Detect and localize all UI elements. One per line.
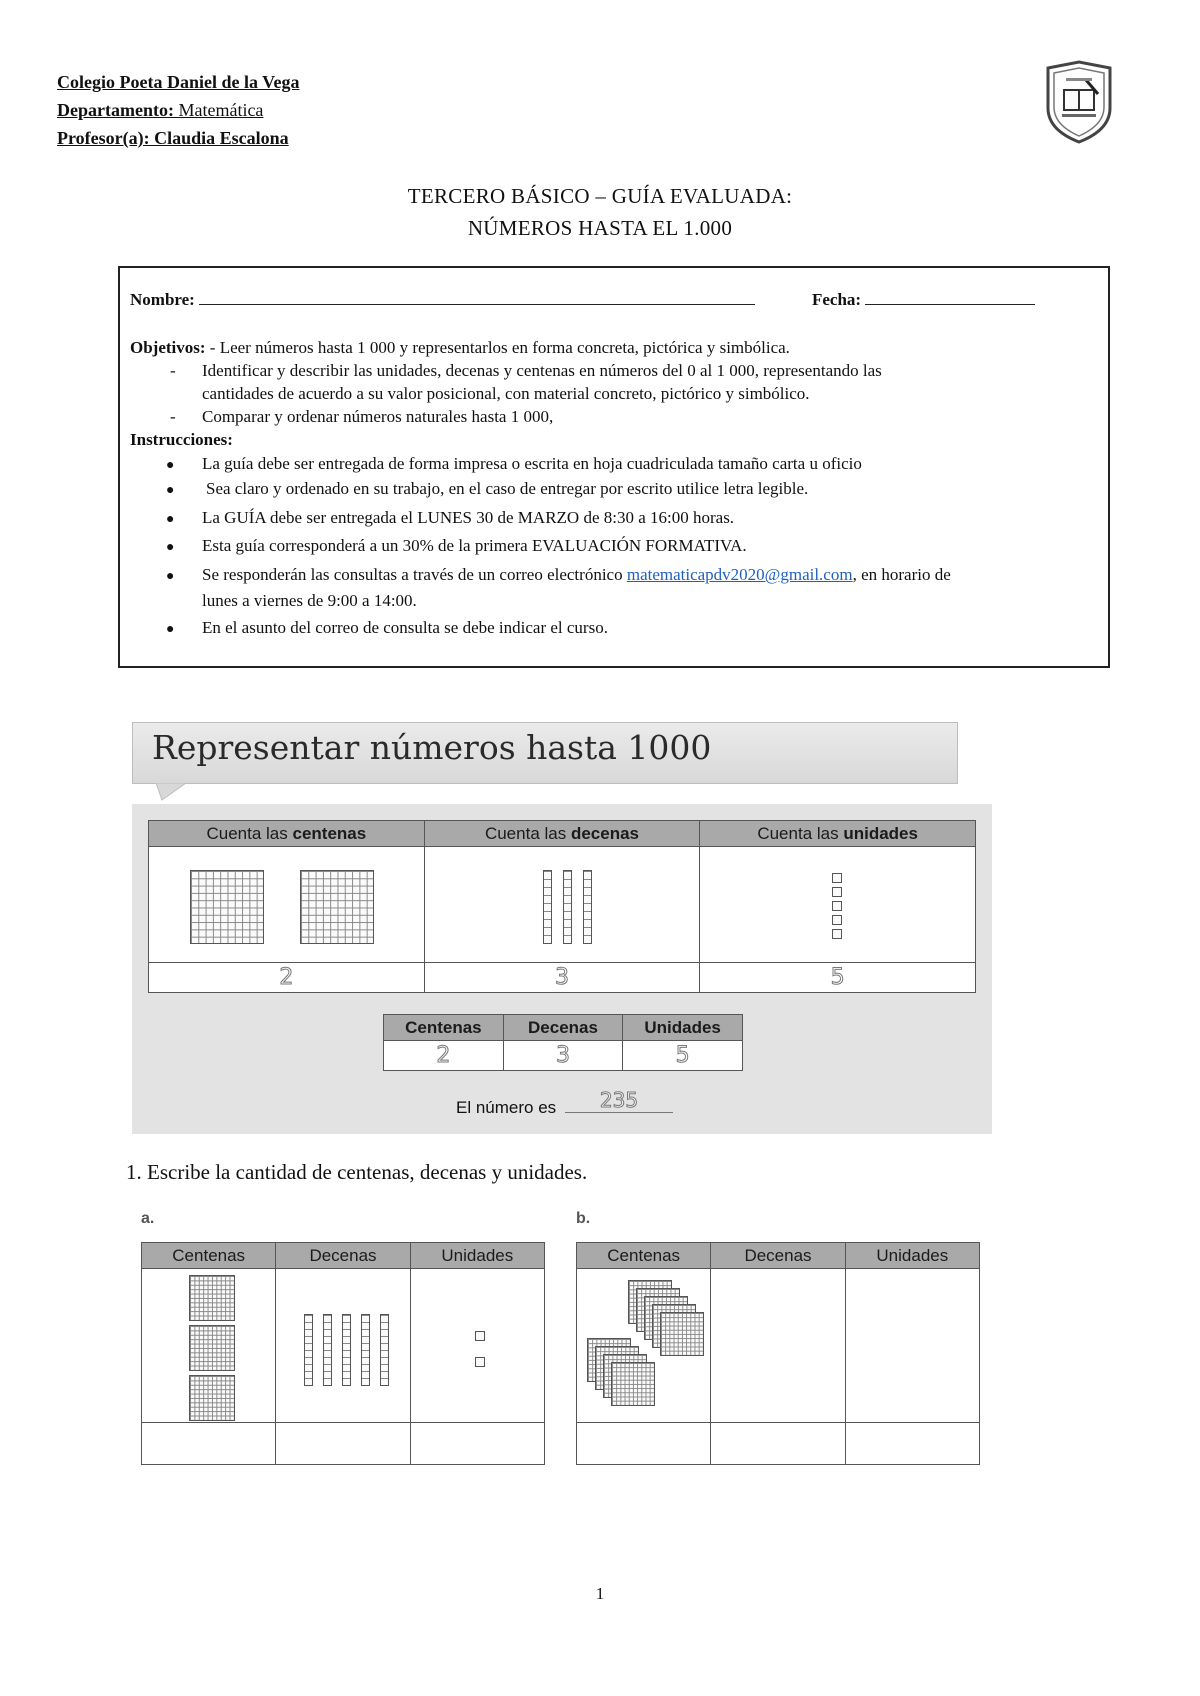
bullet-icon: ● xyxy=(166,483,175,498)
number-label: El número es xyxy=(456,1098,557,1117)
hundred-block-icon xyxy=(300,870,374,944)
ten-rod-icon xyxy=(380,1314,389,1386)
hundred-block-icon xyxy=(189,1275,235,1321)
objective-2a: Identificar y describir las unidades, decenas y centenas en números del 0 al 1 000, representando las xyxy=(202,361,882,380)
unit-cube-icon xyxy=(475,1331,485,1341)
instruction-5-tail: , en horario de xyxy=(852,565,951,584)
b-unidades-answer[interactable] xyxy=(845,1423,979,1465)
place-unidades-value: 5 xyxy=(623,1041,743,1071)
a-header-decenas: Decenas xyxy=(276,1243,410,1269)
section-banner-title: Representar números hasta 1000 xyxy=(152,728,712,767)
instruction-6: En el asunto del correo de consulta se debe indicar el curso. xyxy=(202,618,608,637)
ten-rod-icon xyxy=(304,1314,313,1386)
a-unidades-picture xyxy=(410,1269,544,1423)
info-box xyxy=(118,266,1110,668)
department-label: Departamento: xyxy=(57,100,174,120)
date-field[interactable] xyxy=(812,290,1035,310)
objectives-label: Objetivos: xyxy=(130,338,206,357)
instructions-label: Instrucciones: xyxy=(130,430,233,449)
bullet-icon: ● xyxy=(166,569,175,584)
name-blank[interactable] xyxy=(199,290,755,305)
b-decenas-answer[interactable] xyxy=(711,1423,845,1465)
instruction-5-text: Se responderán las consultas a través de un correo electrónico xyxy=(202,565,627,584)
guide-title-line-2: NÚMEROS HASTA EL 1.000 xyxy=(467,216,733,240)
b-header-decenas: Decenas xyxy=(711,1243,845,1269)
department-value: Matemática xyxy=(178,100,264,120)
a-decenas-answer[interactable] xyxy=(276,1423,410,1465)
date-blank[interactable] xyxy=(865,290,1035,305)
bullet-icon: ● xyxy=(166,540,175,555)
a-centenas-answer[interactable] xyxy=(142,1423,276,1465)
guide-title-line-1: TERCERO BÁSICO – GUÍA EVALUADA: xyxy=(407,184,793,208)
ten-rod-icon xyxy=(342,1314,351,1386)
count-header-decenas: Cuenta las decenas xyxy=(424,821,700,847)
count-unidades-value: 5 xyxy=(700,963,976,993)
tens-picture-cell xyxy=(424,847,700,963)
place-value-table xyxy=(383,1014,743,1071)
exercise-a-label: a. xyxy=(141,1210,155,1227)
unit-cube-icon xyxy=(832,887,842,897)
name-field[interactable] xyxy=(130,290,755,310)
unit-cube-icon xyxy=(832,915,842,925)
b-header-centenas: Centenas xyxy=(577,1243,711,1269)
exercise-instruction: 1. Escribe la cantidad de centenas, decenas y unidades. xyxy=(126,1160,588,1184)
ten-rod-icon xyxy=(361,1314,370,1386)
objective-1-text: - Leer números hasta 1 000 y representarlos en forma concreta, pictórica y simbólica. xyxy=(209,338,790,357)
instruction-5 xyxy=(202,565,951,585)
hundred-block-icon xyxy=(189,1325,235,1371)
count-centenas-value: 2 xyxy=(149,963,425,993)
b-centenas-answer[interactable] xyxy=(577,1423,711,1465)
count-header-centenas: Cuenta las centenas xyxy=(149,821,425,847)
place-header-unidades: Unidades xyxy=(623,1015,743,1041)
place-centenas-value: 2 xyxy=(384,1041,504,1071)
bullet-icon: ● xyxy=(166,458,175,473)
teacher: Profesor(a): Claudia Escalona xyxy=(57,128,289,148)
unit-cube-icon xyxy=(832,929,842,939)
instruction-2: Sea claro y ordenado en su trabajo, en el caso de entregar por escrito utilice letra legible. xyxy=(206,479,809,498)
bullet-icon: ● xyxy=(166,622,175,637)
name-label: Nombre: xyxy=(130,290,195,309)
objective-1 xyxy=(130,338,790,358)
unit-cube-icon xyxy=(475,1357,485,1367)
objective-3: Comparar y ordenar números naturales hasta 1 000, xyxy=(202,407,554,426)
instruction-4: Esta guía corresponderá a un 30% de la primera EVALUACIÓN FORMATIVA. xyxy=(202,536,747,555)
instruction-5-line-2: lunes a viernes de 9:00 a 14:00. xyxy=(202,591,417,610)
count-decenas-value: 3 xyxy=(424,963,700,993)
department xyxy=(57,100,263,121)
school-crest-icon xyxy=(1040,60,1118,144)
hundred-block-icon xyxy=(190,870,264,944)
a-header-centenas: Centenas xyxy=(142,1243,276,1269)
place-header-centenas: Centenas xyxy=(384,1015,504,1041)
page-number: 1 xyxy=(595,1584,605,1603)
hundred-block-icon xyxy=(611,1362,655,1406)
ten-rod-icon xyxy=(563,870,572,944)
b-decenas-picture[interactable] xyxy=(711,1269,845,1423)
count-table xyxy=(148,820,976,993)
school-name: Colegio Poeta Daniel de la Vega xyxy=(57,72,300,92)
place-decenas-value: 3 xyxy=(503,1041,623,1071)
count-header-unidades: Cuenta las unidades xyxy=(700,821,976,847)
unit-cube-icon xyxy=(832,901,842,911)
banner-pointer-icon xyxy=(156,783,186,801)
a-header-unidades: Unidades xyxy=(410,1243,544,1269)
objective-2-dash: - xyxy=(170,361,176,380)
ten-rod-icon xyxy=(583,870,592,944)
number-value: 235 xyxy=(565,1088,673,1113)
unit-cube-icon xyxy=(832,873,842,883)
b-unidades-picture[interactable] xyxy=(845,1269,979,1423)
contact-email-link[interactable]: matematicapdv2020@gmail.com xyxy=(626,565,853,584)
ten-rod-icon xyxy=(323,1314,332,1386)
objective-2b: cantidades de acuerdo a su valor posicional, con material concreto, pictórico y simbólico. xyxy=(202,384,810,403)
a-unidades-answer[interactable] xyxy=(410,1423,544,1465)
instruction-3: La GUÍA debe ser entregada el LUNES 30 de MARZO de 8:30 a 16:00 horas. xyxy=(202,508,735,527)
hundred-block-icon xyxy=(189,1375,235,1421)
exercise-b-label: b. xyxy=(576,1210,591,1227)
b-header-unidades: Unidades xyxy=(845,1243,979,1269)
instruction-1: La guía debe ser entregada de forma impresa o escrita en hoja cuadriculada tamaño carta u oficio xyxy=(202,454,862,473)
place-header-decenas: Decenas xyxy=(503,1015,623,1041)
ten-rod-icon xyxy=(543,870,552,944)
date-label: Fecha: xyxy=(812,290,862,309)
hundred-block-icon xyxy=(660,1312,704,1356)
objective-3-dash: - xyxy=(170,407,176,426)
bullet-icon: ● xyxy=(166,512,175,527)
